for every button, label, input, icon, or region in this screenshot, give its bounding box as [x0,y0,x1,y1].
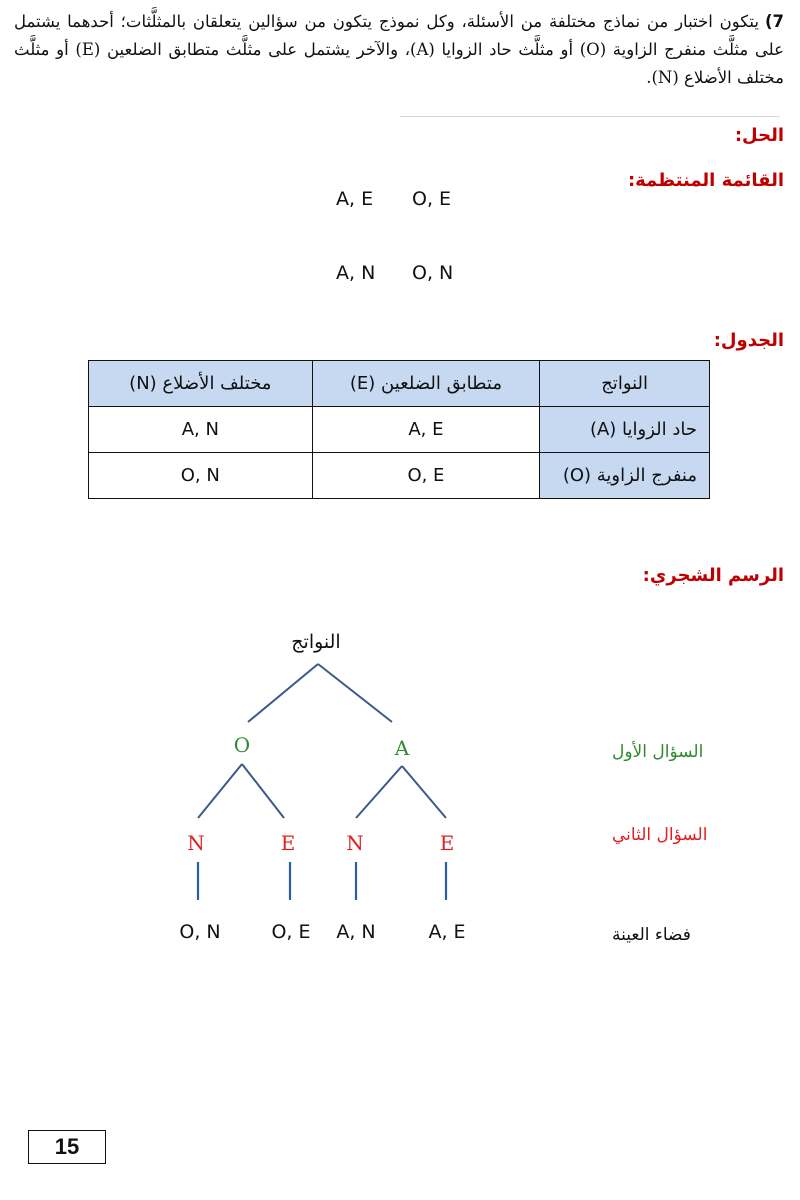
table-heading: الجدول: [713,330,784,351]
tree-edge [242,764,284,818]
tree-outcome: A, E [428,921,466,943]
table-column-header: مختلف الأضلاع (N) [89,361,313,407]
solution-heading: الحل: [734,125,784,146]
tree-outcome: O, N [179,921,221,943]
organized-list-heading: القائمة المنتظمة: [627,170,784,191]
table-corner-cell: النواتج [540,361,710,407]
tree-node-a: A [394,736,410,760]
tree-node-o: O [233,733,251,757]
tree-root-label: النواتج [291,631,341,653]
tree-node-n: N [346,831,364,855]
table-cell: O, E [312,453,540,499]
list-item: O, N [412,262,454,284]
tree-node-e: E [280,831,296,855]
table-cell: O, N [89,453,313,499]
tree-node-e: E [439,831,455,855]
table-row-header: حاد الزوايا (A) [540,407,710,453]
list-item: A, N [336,262,376,284]
first-question-label: السؤال الأول [612,742,704,762]
question-text: يتكون اختبار من نماذج مختلفة من الأسئلة، وكل نموذج يتكون من سؤالين يتعلقان بالمثلَّثات؛ أحدهما يشتمل على مثلَّث منفرج الزاوية (O) أو مثلَّث حاد الزوايا (A)، والآخر يشتمل على مثلَّث متطابق الضلعين (E) أو مثلَّث مختلف الأضلاع (N). [14,12,784,87]
question-number: 7) [764,12,784,31]
table-cell: A, N [89,407,313,453]
tree-node-n: N [187,831,205,855]
list-item: O, E [412,188,452,210]
tree-edge [356,766,402,818]
tree-outcome: A, N [336,921,376,943]
list-item: A, E [336,188,374,210]
tree-heading: الرسم الشجري: [642,565,784,586]
sample-space-label: فضاء العينة [612,925,691,945]
page-number: 15 [28,1130,106,1164]
tree-edge [402,766,446,818]
tree-outcome: O, E [271,921,311,943]
table-cell: A, E [312,407,540,453]
table-row-header: منفرج الزاوية (O) [540,453,710,499]
tree-edge [248,664,318,722]
tree-edge [198,764,242,818]
table-column-header: متطابق الضلعين (E) [312,361,540,407]
second-question-label: السؤال الثاني [612,825,708,845]
tree-edge [318,664,392,722]
